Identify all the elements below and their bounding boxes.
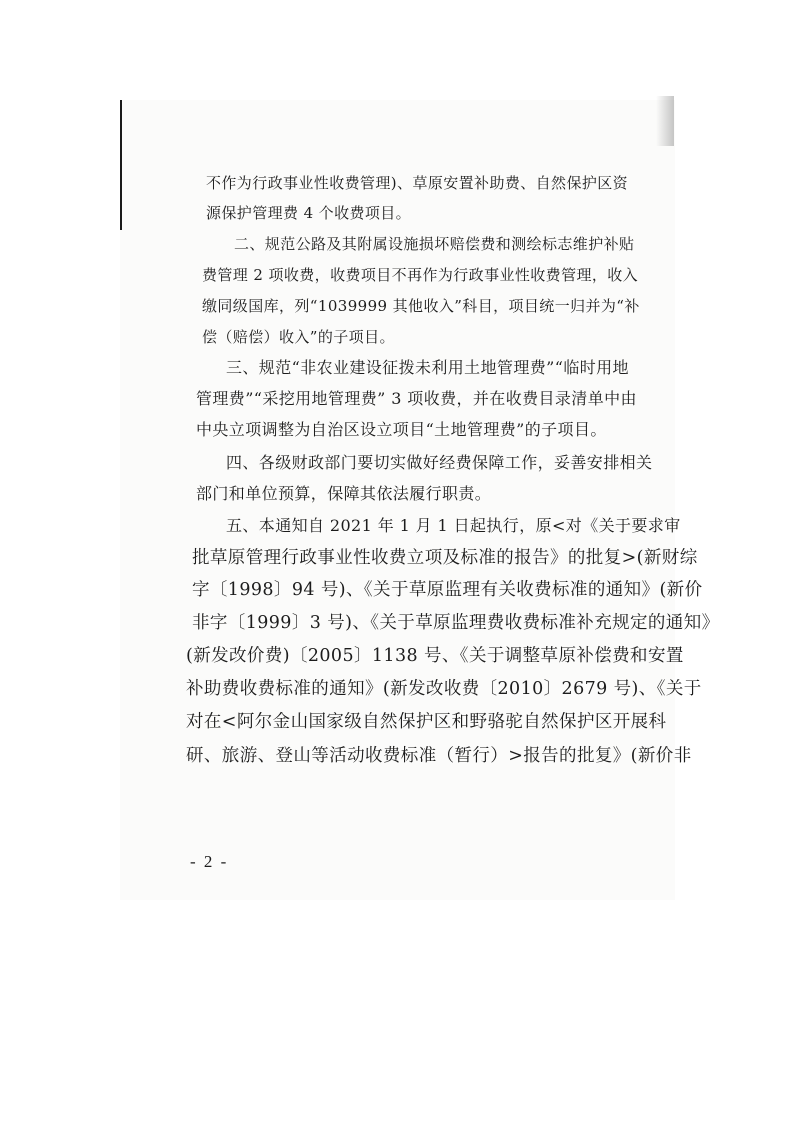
body-text-line: 缴同级国库，列“1039999 其他收入”科目，项目统一归并为“补 <box>202 297 640 315</box>
body-text-line: 补助费收费标准的通知》(新发改收费〔2010〕2679 号)、《关于 <box>186 679 702 699</box>
body-text-line: 不作为行政事业性收费管理)、草原安置补助费、自然保护区资 <box>206 174 629 192</box>
body-text-line: (新发改价费)〔2005〕1138 号、《关于调整草原补偿费和安置 <box>186 646 684 666</box>
body-text-line: 部门和单位预算，保障其依法履行职责。 <box>196 484 492 503</box>
body-text-line: 四、各级财政部门要切实做好经费保障工作，妥善安排相关 <box>226 453 653 472</box>
body-text-line: 非字〔1999〕3 号)、《关于草原监理费收费标准补充规定的通知》 <box>192 613 720 633</box>
body-text-line: 费管理 2 项收费，收费项目不再作为行政事业性收费管理，收入 <box>202 266 639 284</box>
body-text-line: 管理费”“采挖用地管理费” 3 项收费，并在收费目录清单中由 <box>196 389 637 408</box>
body-text-line: 对在<阿尔金山国家级自然保护区和野骆驼自然保护区开展科 <box>186 712 667 732</box>
scan-shadow <box>656 96 674 146</box>
body-text-line: 研、旅游、登山等活动收费标准（暂行）>报告的批复》(新价非 <box>186 746 692 766</box>
body-text-line: 批草原管理行政事业性收费立项及标准的报告》的批复>(新财综 <box>192 548 698 568</box>
body-text-line: 字〔1998〕94 号)、《关于草原监理有关收费标准的通知》(新价 <box>192 580 703 600</box>
body-text-line: 偿（赔偿）收入”的子项目。 <box>202 328 395 346</box>
page-number: - 2 - <box>190 852 229 871</box>
body-text-line: 二、规范公路及其附属设施损坏赔偿费和测绘标志维护补贴 <box>234 235 635 253</box>
body-text-line: 五、本通知自 2021 年 1 月 1 日起执行，原<对《关于要求审 <box>226 516 681 535</box>
body-text-line: 中央立项调整为自治区设立项目“土地管理费”的子项目。 <box>196 420 607 439</box>
body-text-line: 源保护管理费 4 个收费项目。 <box>206 204 412 222</box>
scan-edge-mark <box>120 100 122 230</box>
body-text-line: 三、规范“非农业建设征拨未利用土地管理费”“临时用地 <box>226 358 629 377</box>
